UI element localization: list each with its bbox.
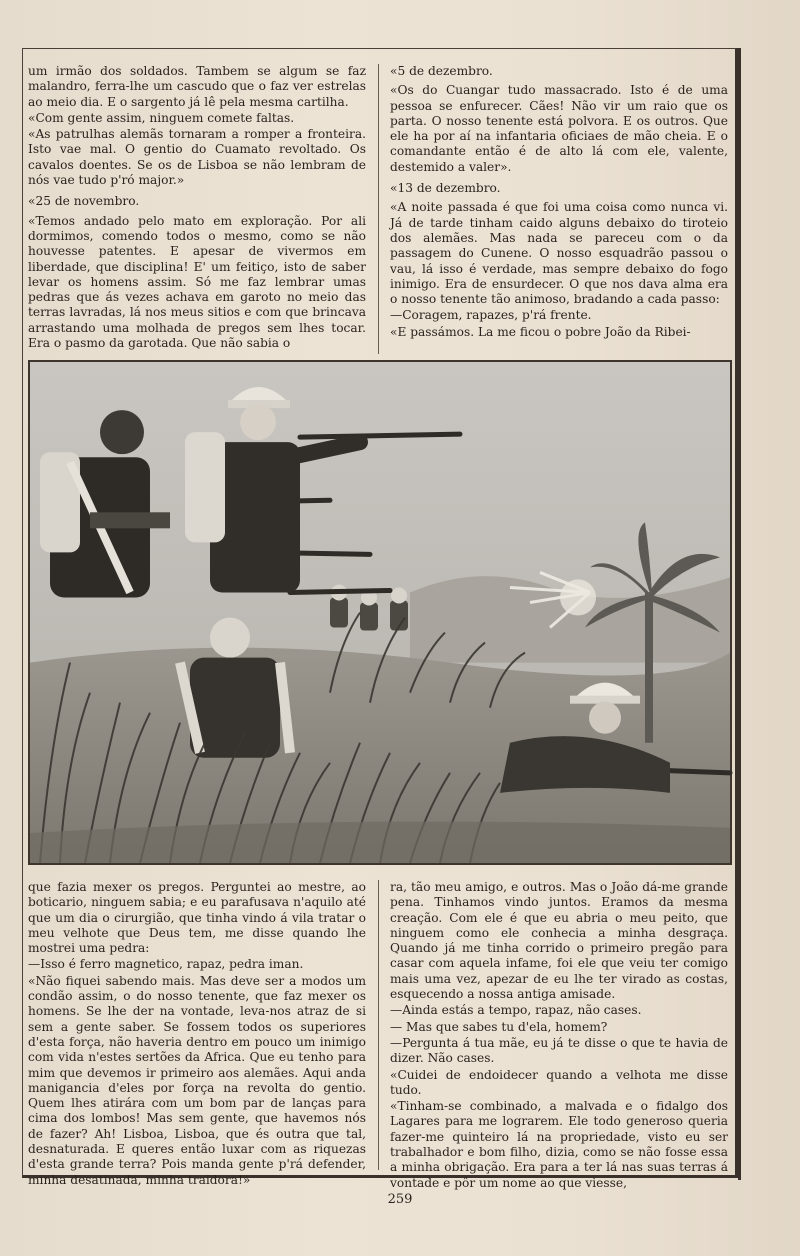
soldiers-firing-illustration (30, 362, 730, 863)
paragraph: «A noite passada é que foi uma coisa como nunca vi. Já de tarde tinham caido alguns debaixo do tiroteio dos alemães. Mas nada se pareceu com o da passagem do Cunene. O nosso esquadrão passou o vau, lá isso é verdade, mas sempre debaixo do fogo inimigo. Era de ensurdecer. O que nos dava alma era o nosso tenente tão animoso, bradando a cada passo: (390, 200, 728, 307)
dialogue-line: —Coragem, rapazes, p'rá frente. (390, 308, 592, 323)
diary-date: «25 de novembro. (28, 194, 140, 209)
paragraph: «Os do Cuangar tudo massacrado. Isto é de uma pessoa se enfurecer. Cães! Não vir um raio que os parta. O nosso tenente está polvora. E os outros. Que ele ha por aí na infantaria oficiaes de mão cheia. E o comandante então é de alto lá com ele, valente, destemido a valer». (390, 83, 728, 174)
column-top-left (28, 64, 366, 354)
diary-date: «5 de dezembro. (390, 64, 493, 78)
paragraph: «Tinham-se combinado, a malvada e o fidalgo dos Lagares para me lograrem. Ele todo generoso queria fazer-me quinteiro lá na propriedade, visto eu ser trabalhador e bom filho, dizia, como se não fosse essa a minha obrigação. Era para a ter lá nas suas terras á vontade e pôr um nome ao que viesse, (390, 1099, 728, 1190)
column-divider (378, 880, 379, 1170)
dialogue-line: —Ainda estás a tempo, rapaz, não cases. (390, 1003, 642, 1018)
paragraph: «As patrulhas alemãs tornaram a romper a fronteira. Isto vae mal. O gentio do Cuamato revoltado. Os cavalos doentes. Se os de Lisboa se não lembram de nós vae tudo p'ró major.» (28, 127, 366, 188)
dialogue-line: —Isso é ferro magnetico, rapaz, pedra iman. (28, 957, 304, 972)
paragraph: que fazia mexer os pregos. Perguntei ao mestre, ao boticario, ninguem sabia; e eu parafusava n'aquilo até que um dia o cirurgião, que tinha vindo á vila tratar o meu velhote que Deus tem, me disse quando lhe mostrei uma pedra: (28, 880, 366, 956)
paragraph: um irmão dos soldados. Tambem se algum se faz malandro, ferra-lhe um cascudo que o faz ver estrelas ao meio dia. E o sargento já lê pela mesma cartilha. (28, 64, 366, 109)
battle-illustration (28, 360, 732, 865)
column-bottom-right (390, 880, 728, 1190)
paragraph: «Temos andado pelo mato em exploração. Por ali dormimos, comendo todos o mesmo, como se não houvesse patentes. E apesar de vivermos em liberdade, que disciplina! E' um feitiço, isto de saber levar os homens assim. Só me faz lembrar umas pedras que ás vezes achava em garoto no meio das terras lavradas, lá nos meus sitios e com que brincava arrastando uma molhada de pregos sem lhes tocar. Era o pasmo da garotada. Que não sabia o (28, 213, 366, 351)
column-top-right (390, 64, 728, 354)
right-border-rule (738, 48, 741, 1180)
diary-date: «13 de dezembro. (390, 181, 501, 196)
paragraph: «E passámos. La me ficou o pobre João da Ribei- (390, 324, 691, 339)
paragraph: «Não fiquei sabendo mais. Mas deve ser a modos um condão assim, o do nosso tenente, que faz mexer os homens. Se lhe der na vontade, leva-nos atraz de si sem a gente saber. Se fossem todos os superiores d'esta força, não haveria dentro em pouco um inimigo com vida n'estes sertões da Africa. Que eu tenho para mim que devemos ir primeiro aos alemães. Aqui anda manigancia d'eles por força na revolta do gentio. Quem lhes atirára com um bom par de lanças para cima dos lombos! Mas sem gente, que havemos nós de fazer? Ah! Lisboa, Lisboa, que és outra que tal, desnaturada. E queres então luxar com as riquezas d'esta grande terra? Pois manda gente p'rá defender, minha desatinada, minha traidora!» (28, 973, 366, 1187)
page-number: 259 (387, 1192, 413, 1207)
paragraph: «Com gente assim, ninguem comete faltas. (28, 110, 295, 125)
dialogue-line: —Pergunta á tua mãe, eu já te disse o que te havia de dizer. Não cases. (390, 1035, 728, 1066)
column-divider (378, 64, 379, 354)
dialogue-line: — Mas que sabes tu d'ela, homem? (390, 1019, 608, 1034)
paragraph: «Cuidei de endoidecer quando a velhota me disse tudo. (390, 1067, 728, 1097)
paragraph: ra, tão meu amigo, e outros. Mas o João dá-me grande pena. Tinhamos vindo juntos. Eramos da mesma creação. Com ele é que eu abria o meu peito, que ninguem como ele conhecia a minha desgraça. Quando já me tinha corrido o primeiro pregão para casar com aquela infame, foi ele que veiu ter comigo mais uma vez, apezar de eu lhe ter virado as costas, esquecendo a nossa antiga amisade. (390, 880, 728, 1002)
column-bottom-left (28, 880, 366, 1187)
